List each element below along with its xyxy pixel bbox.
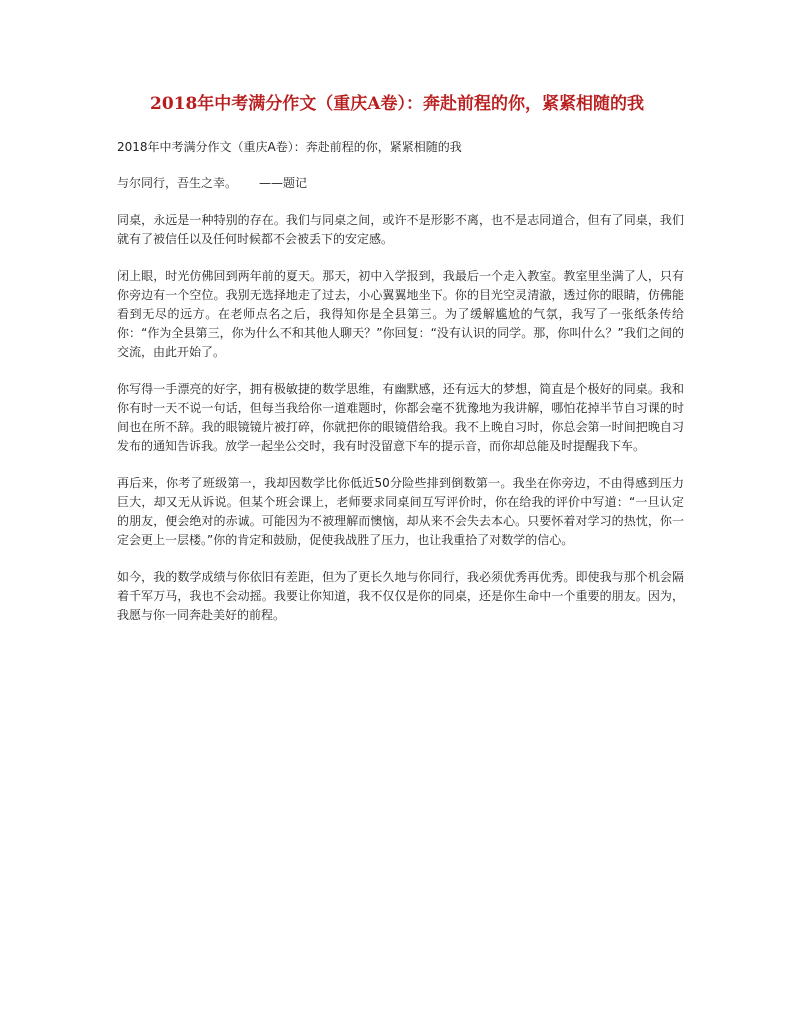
document-title: 2018年中考满分作文（重庆A卷）：奔赴前程的你，紧紧相随的我 bbox=[149, 94, 644, 114]
motto-line bbox=[117, 174, 684, 193]
paragraph-5: 如今，我的数学成绩与你依旧有差距，但为了更长久地与你同行，我必须优秀再优秀。即使我与那个机会隔着千军万马，我也不会动摇。我要让你知道，我不仅仅是你的同桌，还是你生命中一个重要的朋友。因为，我愿与你一同奔赴美好的前程。 bbox=[117, 570, 684, 622]
motto-signature: ——题记 bbox=[259, 176, 308, 190]
paragraph-2: 闭上眼，时光仿佛回到两年前的夏天。那天，初中入学报到，我最后一个走入教室。教室里坐满了人，只有你旁边有一个空位。我别无选择地走了过去，小心翼翼地坐下。你的目光空灵清澈，透过你的眼睛，仿佛能看到无尽的远方。在老师点名之后，我得知你是全县第三。为了缓解尴尬的气氛，我写了一张纸条传给你：“作为全县第三，你为什么不和其他人聊天？”你回复：“没有认识的同学。那，你叫什么？”我们之间的交流，由此开始了。 bbox=[117, 269, 684, 359]
document-subtitle: 2018年中考满分作文（重庆A卷）：奔赴前程的你，紧紧相随的我 bbox=[117, 140, 462, 154]
paragraph-3: 你写得一手漂亮的好字，拥有极敏捷的数学思维，有幽默感，还有远大的梦想，简直是个极好的同桌。我和你有时一天不说一句话，但每当我给你一道难题时，你都会毫不犹豫地为我讲解，哪怕花掉半节自习课的时间也在所不辞。我的眼镜镜片被打碎，你就把你的眼镜借给我。我不上晚自习时，你总会第一时间把晚自习发布的通知告诉我。放学一起坐公交时，我有时没留意下车的提示音，而你却总能及时提醒我下车。 bbox=[117, 382, 684, 453]
paragraph-4: 再后来，你考了班级第一，我却因数学比你低近50分险些排到倒数第一。我坐在你旁边，不由得感到压力巨大，却又无从诉说。但某个班会课上，老师要求同桌间互写评价时，你在给我的评价中写道：“一旦认定的朋友，便会绝对的赤诚。可能因为不被理解而懊恼，却从来不会失去本心。只要怀着对学习的热忱，你一定会更上一层楼。”你的肯定和鼓励，促使我战胜了压力，也让我重拾了对数学的信心。 bbox=[117, 476, 684, 547]
paragraph-1: 同桌，永远是一种特别的存在。我们与同桌之间，或许不是形影不离，也不是志同道合，但有了同桌，我们就有了被信任以及任何时候都不会被丢下的安定感。 bbox=[117, 213, 684, 246]
motto-text: 与尔同行，吾生之幸。 bbox=[117, 176, 238, 190]
document-body bbox=[117, 138, 684, 643]
